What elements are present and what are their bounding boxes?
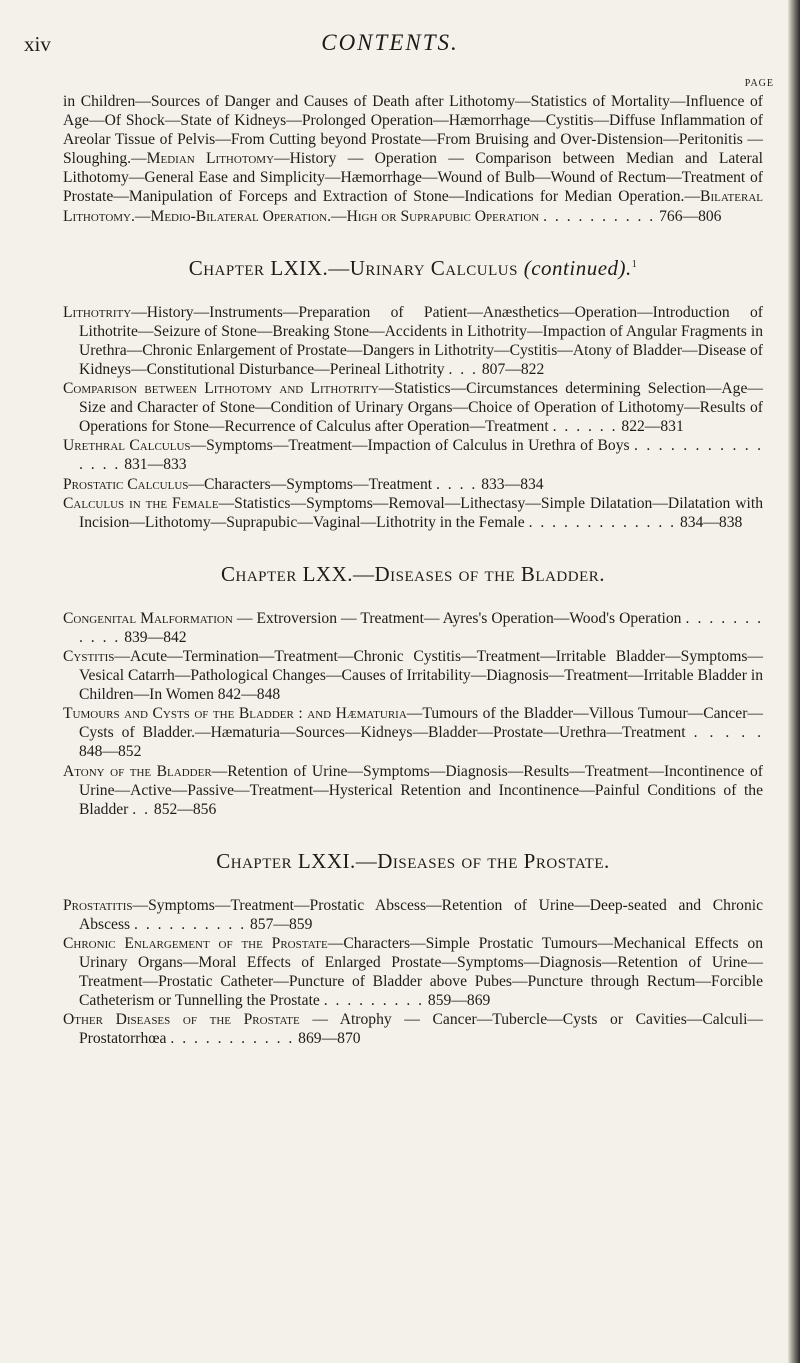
entry-heading: Cystitis: [63, 647, 115, 665]
dot-leader: . . . . . . . . . . . . . . .: [79, 437, 763, 474]
page-range: 848—852: [79, 743, 142, 761]
page-range: 766—806: [659, 207, 722, 225]
toc-entry: [63, 475, 763, 494]
dot-leader: . . . . . . . . . .: [134, 915, 247, 933]
dot-leader: . . . . . . . . . . . . .: [528, 513, 677, 531]
entry-heading: Calculus in the Female: [63, 494, 219, 512]
toc-entry: [63, 934, 763, 1010]
toc-entry: [63, 436, 763, 474]
toc-entry: [63, 303, 763, 379]
entry-text: —Symptoms—Treatment—Impaction of Calculus in Urethra of Boys: [190, 437, 630, 455]
toc-entry: [63, 896, 763, 934]
contents-body: [63, 92, 763, 1049]
entry-heading: Tumours and Cysts of the Bladder : and Hæmaturia: [63, 705, 407, 723]
toc-entry: [63, 647, 763, 704]
entry-heading: Comparison between Lithotomy and Lithotrity: [63, 380, 379, 398]
entry-text: —Statistics—Circumstances determining Selection—Age—Size and Character of Stone—Condition of Urinary Organs—Choice of Operation of Lithotomy—Results of Operations for Stone—Recurrence of Calculus after Operation—Treatment: [79, 380, 763, 436]
entry-text: —Characters—Simple Prostatic Tumours—Mechanical Effects on Urinary Organs—Moral Effects of Enlarged Prostate—Symptoms—Diagnosis—Retention of Urine—Treatment—Prostatic Catheter—Puncture of Bladder above Pubes—Puncture through Rectum—Forcible Catheterism or Tunnelling the Prostate: [79, 935, 763, 1010]
page-range: 842—848: [217, 686, 281, 704]
chapter-title-lxxi: Chapter LXXI.—Diseases of the Prostate.: [216, 848, 610, 873]
toc-entry: [63, 762, 763, 819]
page-range: 807—822: [481, 360, 545, 378]
entry-heading: Urethral Calculus: [63, 437, 191, 455]
entry-text: —Acute—Termination—Treatment—Chronic Cystitis—Treatment—Irritable Bladder—Symptoms—Vesical Catarrh—Pathological Changes—Causes of Irritability—Diagnosis—Treatment—Irritable Bladder in Children—In Women: [79, 647, 763, 704]
chapter-title-lxx: Chapter LXX.—Diseases of the Bladder.: [220, 561, 605, 586]
dot-leader: . . . . . . . . .: [323, 992, 425, 1010]
page-column-label: PAGE: [744, 78, 774, 89]
dot-leader: . . . . . . . . . .: [543, 207, 656, 225]
entry-heading: Other Diseases of the Prostate: [63, 1011, 300, 1029]
dot-leader: . .: [132, 800, 150, 818]
page-folio: xiv: [24, 32, 51, 56]
toc-entry: [63, 704, 763, 761]
toc-entry: [63, 379, 763, 436]
chapter-title-lxix: [63, 256, 763, 281]
page-range: 859—869: [427, 992, 491, 1010]
page-edge-shadow: [788, 0, 800, 1363]
page-range: 833—834: [481, 475, 544, 493]
entry-heading: Median Lithotomy: [146, 150, 275, 168]
chapter-lxxi-entries: [63, 896, 763, 1049]
entry-heading: Lithotrity: [63, 303, 132, 321]
entry-text: —Tumours of the Bladder—Villous Tumour—Cancer—Cysts of Bladder.—Hæmaturia—Sources—Kidneys—Bladder—Prostate—Urethra—Treatment: [79, 705, 763, 742]
toc-entry-continued: [63, 92, 763, 226]
dot-leader: . . . . . . . . . . .: [79, 609, 763, 646]
page-range: 869—870: [298, 1030, 361, 1048]
dot-leader: . . . .: [436, 475, 478, 493]
entry-heading: Bilateral Lithotomy.—Medio-Bilateral Operation.—High or Suprapubic Operation: [63, 188, 763, 225]
entry-text: — Atrophy — Cancer—Tubercle—Cysts or Cavities—Calculi—Prostatorrhœa: [79, 1011, 763, 1048]
entry-text: —History — Operation — Comparison between Median and Lateral Lithotomy—General Ease and Simplicity—Hæmorrhage—Wound of Bulb—Wound of Rectum—Treatment of Prostate—Manipulation of Forceps and Extraction of Stone—Indications for Median Operation.—: [63, 150, 763, 206]
entry-heading: Chronic Enlargement of the Prostate: [63, 935, 328, 952]
page-range: 822—831: [621, 418, 684, 436]
entry-heading: Prostatitis: [63, 896, 133, 914]
entry-heading: Congenital Malformation: [63, 609, 233, 627]
entry-text: — Extroversion — Treatment— Ayres's Operation—Wood's Operation: [232, 609, 682, 627]
chapter-continued-note: (continued).: [523, 255, 632, 280]
entry-text: —Statistics—Symptoms—Removal—Lithectasy—Simple Dilatation—Dilatation with Incision—Lithotomy—Suprapubic—Vaginal—Lithotrity in the Female: [79, 494, 763, 531]
page-range: 857—859: [250, 915, 313, 933]
toc-entry: [63, 609, 763, 647]
entry-text: —Retention of Urine—Symptoms—Diagnosis—Results—Treatment—Incontinence of Urine—Active—Passive—Treatment—Hysterical Retention and Incontinence—Painful Conditions of the Bladder: [79, 762, 763, 818]
running-header: [0, 30, 780, 70]
toc-entry: [63, 1010, 763, 1048]
dot-leader: . . . . . . . . . . .: [170, 1030, 295, 1048]
footnote-mark: 1: [631, 258, 638, 270]
dot-leader: . . . . .: [693, 724, 763, 742]
chapter-title-text: Chapter LXIX.—Urinary Calculus: [188, 255, 518, 280]
page-range: 852—856: [153, 800, 217, 818]
entry-text: —Characters—Symptoms—Treatment: [188, 475, 433, 493]
page-range: 839—842: [124, 628, 187, 646]
entry-text: —Symptoms—Treatment—Prostatic Abscess—Retention of Urine—Deep-seated and Chronic Abscess: [79, 896, 763, 933]
entry-heading: Prostatic Calculus: [63, 475, 189, 493]
entry-text: —History—Instruments—Preparation of Patient—Anæsthetics—Operation—Introduction of Lithotrite—Seizure of Stone—Breaking Stone—Accidents in Lithotrity—Impaction of Angular Fragments in Urethra—Chronic Enlargement of Prostate—Dangers in Lithotrity—Cystitis—Atony of Bladder—Disease of Kidneys—Constitutional Disturbance—Perineal Lithotrity: [79, 303, 763, 378]
entry-heading: Atony of the Bladder: [63, 762, 212, 780]
chapter-lxx-entries: [63, 609, 763, 819]
page-range: 834—838: [679, 513, 743, 531]
chapter-lxix-entries: [63, 303, 763, 532]
entry-text: in Children—Sources of Danger and Causes of Death after Lithotomy—Statistics of Mortality—Influence of Age—Of Shock—State of Kidneys—Prolonged Operation—Hæmorrhage—Cystitis—Diffuse Inflammation of Areolar Tissue of Pelvis—From Cutting beyond Prostate—From Bruising and Over-Distension—Peritonitis — Sloughing.—: [63, 93, 763, 168]
dot-leader: . . .: [448, 360, 478, 378]
toc-entry: [63, 494, 763, 532]
running-title: CONTENTS.: [321, 30, 459, 55]
dot-leader: . . . . . .: [552, 418, 618, 436]
page-range: 831—833: [124, 456, 187, 474]
